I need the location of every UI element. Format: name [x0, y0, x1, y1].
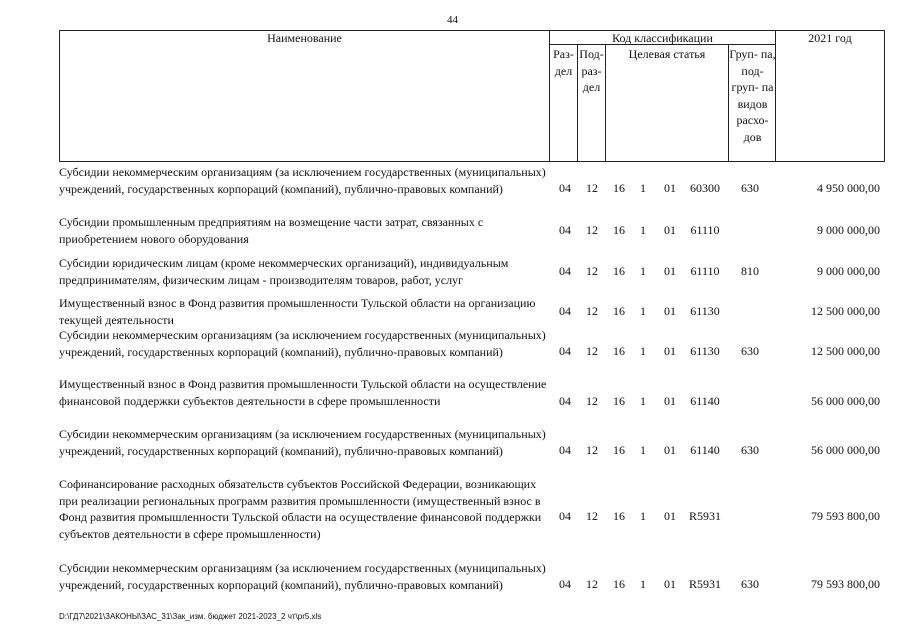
row-amount: 79 593 800,00: [811, 509, 880, 523]
row-cs3: 01: [664, 443, 676, 457]
row-cs3: 01: [664, 344, 676, 358]
table-row: [59, 560, 885, 608]
file-path-footer: D:\ГД7\2021\ЗАКОНЫ\ЗАС_31\Зак_изм. бюджет 2021-2023_2 чт\pr5.xls: [59, 612, 322, 621]
header-expense-group: Груп- па, под- груп- па видов расхо- дов: [729, 47, 776, 144]
row-cs4: 60300: [690, 181, 720, 195]
row-razdel: 04: [559, 344, 571, 358]
row-podrazdel: 12: [586, 223, 598, 237]
row-name: Субсидии некоммерческим организациям (за исключением государственных (муниципальных) учреждений, государственных корпораций (компаний), публично-правовых компаний): [59, 165, 546, 196]
row-amount: 4 950 000,00: [817, 181, 880, 195]
table-row: [59, 426, 885, 474]
row-cs1: 16: [613, 304, 625, 318]
row-amount: 9 000 000,00: [817, 264, 880, 278]
row-cs2: 1: [640, 509, 646, 523]
row-cs2: 1: [640, 181, 646, 195]
header-cell-year: [775, 30, 885, 162]
row-cs4: R5931: [688, 509, 721, 523]
row-razdel: 04: [559, 394, 571, 408]
row-vr: 630: [741, 181, 759, 195]
header-code-group: Код классификации: [612, 31, 713, 45]
row-cs3: 01: [664, 223, 676, 237]
row-cs1: 16: [613, 264, 625, 278]
row-amount: 12 500 000,00: [811, 344, 880, 358]
row-razdel: 04: [559, 223, 571, 237]
row-vr: 630: [741, 344, 759, 358]
row-name: Субсидии некоммерческим организациям (за исключением государственных (муниципальных) учреждений, государственных корпораций (компаний), публично-правовых компаний): [59, 561, 546, 592]
header-cell-name: [59, 30, 550, 162]
row-razdel: 04: [559, 264, 571, 278]
row-cs4: R5931: [688, 577, 721, 591]
row-cs2: 1: [640, 443, 646, 457]
row-cs2: 1: [640, 394, 646, 408]
row-vr: 810: [741, 264, 759, 278]
row-podrazdel: 12: [586, 577, 598, 591]
row-cs2: 1: [640, 223, 646, 237]
row-cs1: 16: [613, 344, 625, 358]
row-cs1: 16: [613, 223, 625, 237]
row-amount: 12 500 000,00: [811, 304, 880, 318]
row-cs3: 01: [664, 577, 676, 591]
row-cs1: 16: [613, 181, 625, 195]
row-cs2: 1: [640, 304, 646, 318]
row-podrazdel: 12: [586, 509, 598, 523]
row-cs4: 61110: [690, 223, 720, 237]
row-name: Субсидии промышленным предприятиям на возмещение части затрат, связанных с приобретением нового оборудования: [59, 215, 484, 246]
row-cs2: 1: [640, 264, 646, 278]
row-name: Софинансирование расходных обязательств субъектов Российской Федерации, возникающих при реализации региональных программ развития промышленности (имущественный взнос в Фонд развития промышленности Тульской области на осуществление финансовой поддержки субъектов деятельности в сфере промышленности): [59, 477, 542, 541]
row-podrazdel: 12: [586, 264, 598, 278]
row-cs1: 16: [613, 443, 625, 457]
row-cs3: 01: [664, 264, 676, 278]
table-row: [59, 376, 885, 426]
row-podrazdel: 12: [586, 443, 598, 457]
row-vr: 630: [741, 577, 759, 591]
row-cs1: 16: [613, 394, 625, 408]
row-name: Имущественный взнос в Фонд развития промышленности Тульской области на организацию текущей деятельности: [59, 296, 536, 327]
row-cs4: 61140: [690, 394, 720, 408]
row-cs4: 61140: [690, 443, 720, 457]
header-name: Наименование: [267, 31, 342, 45]
row-name: Имущественный взнос в Фонд развития промышленности Тульской области на осуществление финансовой поддержки субъектов деятельности в сфере промышленности: [59, 377, 547, 408]
header-subsection: Под- раз- дел: [579, 47, 604, 94]
table-row: [59, 255, 885, 295]
row-amount: 9 000 000,00: [817, 223, 880, 237]
row-name: Субсидии некоммерческим организациям (за исключением государственных (муниципальных) учреждений, государственных корпораций (компаний), публично-правовых компаний): [59, 427, 546, 458]
row-name: Субсидии юридическим лицам (кроме некоммерческих организаций), индивидуальным предпринимателям, физическим лицам - производителям товаров, работ, услуг: [59, 256, 509, 287]
row-razdel: 04: [559, 509, 571, 523]
row-amount: 56 000 000,00: [811, 394, 880, 408]
row-podrazdel: 12: [586, 394, 598, 408]
header-section: Раз- дел: [553, 47, 574, 78]
row-cs2: 1: [640, 344, 646, 358]
row-name: Субсидии некоммерческим организациям (за исключением государственных (муниципальных) учреждений, государственных корпораций (компаний), публично-правовых компаний): [59, 328, 546, 359]
row-podrazdel: 12: [586, 181, 598, 195]
row-cs2: 1: [640, 577, 646, 591]
row-cs1: 16: [613, 509, 625, 523]
table-row: [59, 327, 885, 375]
row-amount: 79 593 800,00: [811, 577, 880, 591]
table-row: [59, 476, 885, 560]
row-razdel: 04: [559, 304, 571, 318]
row-cs3: 01: [664, 509, 676, 523]
page-number: 44: [447, 14, 458, 26]
row-podrazdel: 12: [586, 344, 598, 358]
row-cs3: 01: [664, 181, 676, 195]
row-cs4: 61130: [690, 344, 720, 358]
row-amount: 56 000 000,00: [811, 443, 880, 457]
header-target-article: Целевая статья: [628, 47, 706, 61]
row-cs3: 01: [664, 394, 676, 408]
row-razdel: 04: [559, 181, 571, 195]
row-vr: 630: [741, 443, 759, 457]
row-cs4: 61110: [690, 264, 720, 278]
row-cs1: 16: [613, 577, 625, 591]
table-row: [59, 214, 885, 254]
row-cs4: 61130: [690, 304, 720, 318]
row-cs3: 01: [664, 304, 676, 318]
table-row: [59, 295, 885, 331]
row-razdel: 04: [559, 577, 571, 591]
row-razdel: 04: [559, 443, 571, 457]
header-year: 2021 год: [808, 31, 852, 45]
table-row: [59, 164, 885, 212]
row-podrazdel: 12: [586, 304, 598, 318]
